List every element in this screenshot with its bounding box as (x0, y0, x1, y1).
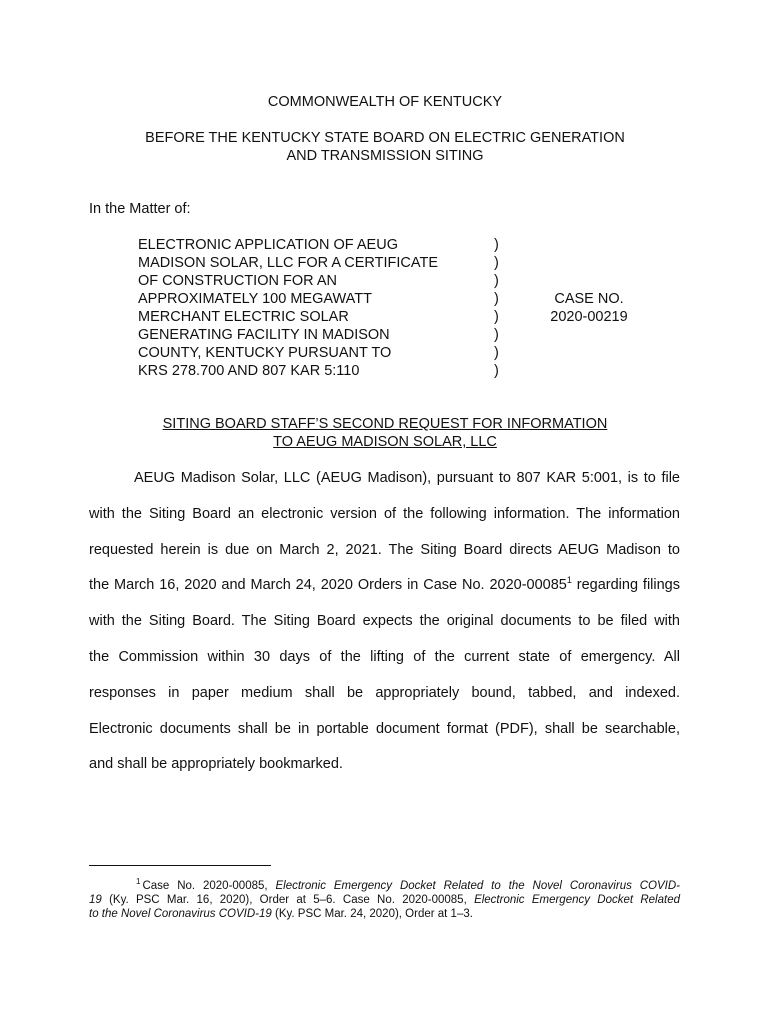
footnote-text: (Ky. PSC Mar. 16, 2020), Order at 5–6. Case No. 2020-00085, (101, 894, 475, 906)
footnote-case-title: Electronic Emergency Docket Related to the Novel Coronavirus COVID- (275, 880, 680, 892)
case-label: CASE NO. (554, 291, 624, 307)
footnote-reference[interactable]: 1 (566, 575, 572, 586)
caption-line: KRS 278.700 AND 807 KAR 5:110 (138, 363, 360, 379)
caption-line: COUNTY, KENTUCKY PURSUANT TO (138, 345, 392, 361)
caption-line: MADISON SOLAR, LLC FOR A CERTIFICATE (138, 255, 438, 271)
matter-label: In the Matter of: (89, 201, 191, 217)
document-title-line-2: TO AEUG MADISON SOLAR, LLC (273, 434, 497, 450)
footnote-case-title: to the Novel Coronavirus COVID-19 (89, 908, 272, 920)
footnote-line (89, 893, 680, 907)
body-line (89, 573, 680, 609)
body-line: Electronic documents shall be in portable document format (PDF), shall be searchable, (89, 720, 680, 737)
caption-line: ELECTRONIC APPLICATION OF AEUG (138, 237, 398, 253)
body-text: regarding filings (571, 577, 680, 594)
body-line: and shall be appropriately bookmarked. (89, 756, 343, 773)
case-number-block (530, 290, 648, 326)
footnote-text: Case No. 2020-00085, (142, 880, 276, 892)
body-line: responses in paper medium shall be appropriately bound, tabbed, and indexed. (89, 684, 680, 701)
paren: ) (494, 363, 499, 379)
case-caption (138, 236, 468, 380)
body-text: the March 16, 2020 and March 24, 2020 Orders in Case No. 2020-00085 (89, 577, 567, 594)
caption-line: GENERATING FACILITY IN MADISON (138, 327, 390, 343)
footnote-case-title: 19 (89, 894, 102, 906)
caption-line: MERCHANT ELECTRIC SOLAR (138, 309, 349, 325)
board-heading-line-2: AND TRANSMISSION SITING (286, 148, 484, 164)
footnote-case-title: Electronic Emergency Docket Related (474, 894, 680, 906)
board-heading-line-1: BEFORE THE KENTUCKY STATE BOARD ON ELECTRIC GENERATION (145, 130, 625, 146)
body-line: with the Siting Board. The Siting Board expects the original documents to be filed with (89, 613, 680, 630)
footnote-line (89, 879, 680, 893)
caption-line: APPROXIMATELY 100 MEGAWATT (138, 291, 372, 307)
paren: ) (494, 309, 499, 325)
caption-line: OF CONSTRUCTION FOR AN (138, 273, 337, 289)
paren: ) (494, 255, 499, 271)
paren: ) (494, 291, 499, 307)
document-title-line-1: SITING BOARD STAFF’S SECOND REQUEST FOR INFORMATION (162, 416, 608, 432)
paren: ) (494, 327, 499, 343)
case-number: 2020-00219 (550, 309, 628, 325)
body-line: with the Siting Board an electronic version of the following information. The information (89, 505, 680, 522)
footnote-text: (Ky. PSC Mar. 24, 2020), Order at 1–3. (271, 908, 473, 920)
body-paragraph (89, 466, 680, 788)
footnote-divider (89, 865, 271, 866)
paren: ) (494, 237, 499, 253)
body-line: the Commission within 30 days of the lifting of the current state of emergency. All (89, 648, 680, 665)
footnote (89, 879, 680, 921)
court-heading: COMMONWEALTH OF KENTUCKY (267, 94, 503, 110)
paren: ) (494, 345, 499, 361)
body-line: AEUG Madison Solar, LLC (AEUG Madison), pursuant to 807 KAR 5:001, is to file (134, 470, 680, 486)
caption-parentheses (494, 236, 499, 380)
paren: ) (494, 273, 499, 289)
footnote-line (89, 907, 680, 921)
body-line: requested herein is due on March 2, 2021. The Siting Board directs AEUG Madison to (89, 541, 680, 558)
footnote-marker: 1 (136, 877, 141, 887)
